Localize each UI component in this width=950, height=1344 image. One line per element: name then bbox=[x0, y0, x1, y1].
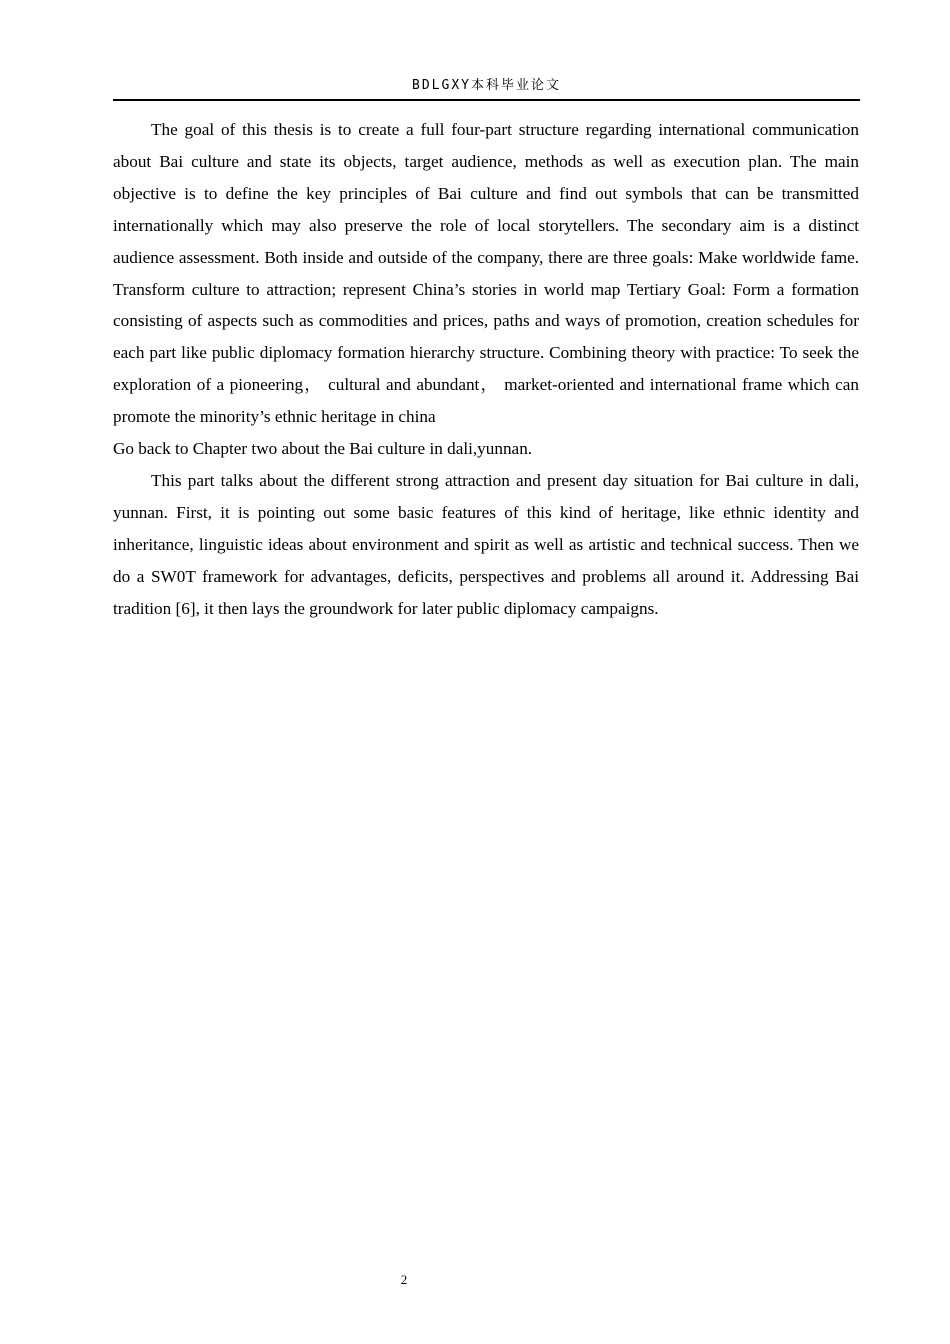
body-text bbox=[113, 114, 859, 625]
body-paragraph: The goal of this thesis is to create a full four-part structure regarding international communication about Bai culture and state its objects, target audience, methods as well as execution plan. The main objective is to define the key principles of Bai culture and find out symbols that can be transmitted internationally which may also preserve the role of local storytellers. The secondary aim is a distinct audience assessment. Both inside and outside of the company, there are three goals: Make worldwide fame. Transform culture to attraction; represent China’s stories in world map Tertiary Goal: Form a formation consisting of aspects such as commodities and prices, paths and ways of promotion, creation schedules for each part like public diplomacy formation hierarchy structure. Combining theory with practice: To seek the exploration of a pioneering， cultural and abundant， market-oriented and international frame which can promote the minority’s ethnic heritage in china bbox=[113, 120, 859, 427]
header-divider bbox=[113, 99, 860, 101]
page-number: 2 bbox=[400, 1272, 408, 1287]
running-header: BDLGXY本科毕业论文 bbox=[412, 78, 561, 93]
body-paragraph: This part talks about the different strong attraction and present day situation for Bai culture in dali, yunnan. First, it is pointing out some basic features of this kind of heritage, like ethnic identity and inheritance, linguistic ideas about environment and spirit as well as artistic and technical success. Then we do a SW0T framework for advantages, deficits, perspectives and problems all around it. Addressing Bai tradition [6], it then lays the groundwork for later public diplomacy campaigns. bbox=[113, 470, 859, 618]
chapter-reference-line: Go back to Chapter two about the Bai culture in dali,yunnan. bbox=[113, 439, 533, 459]
